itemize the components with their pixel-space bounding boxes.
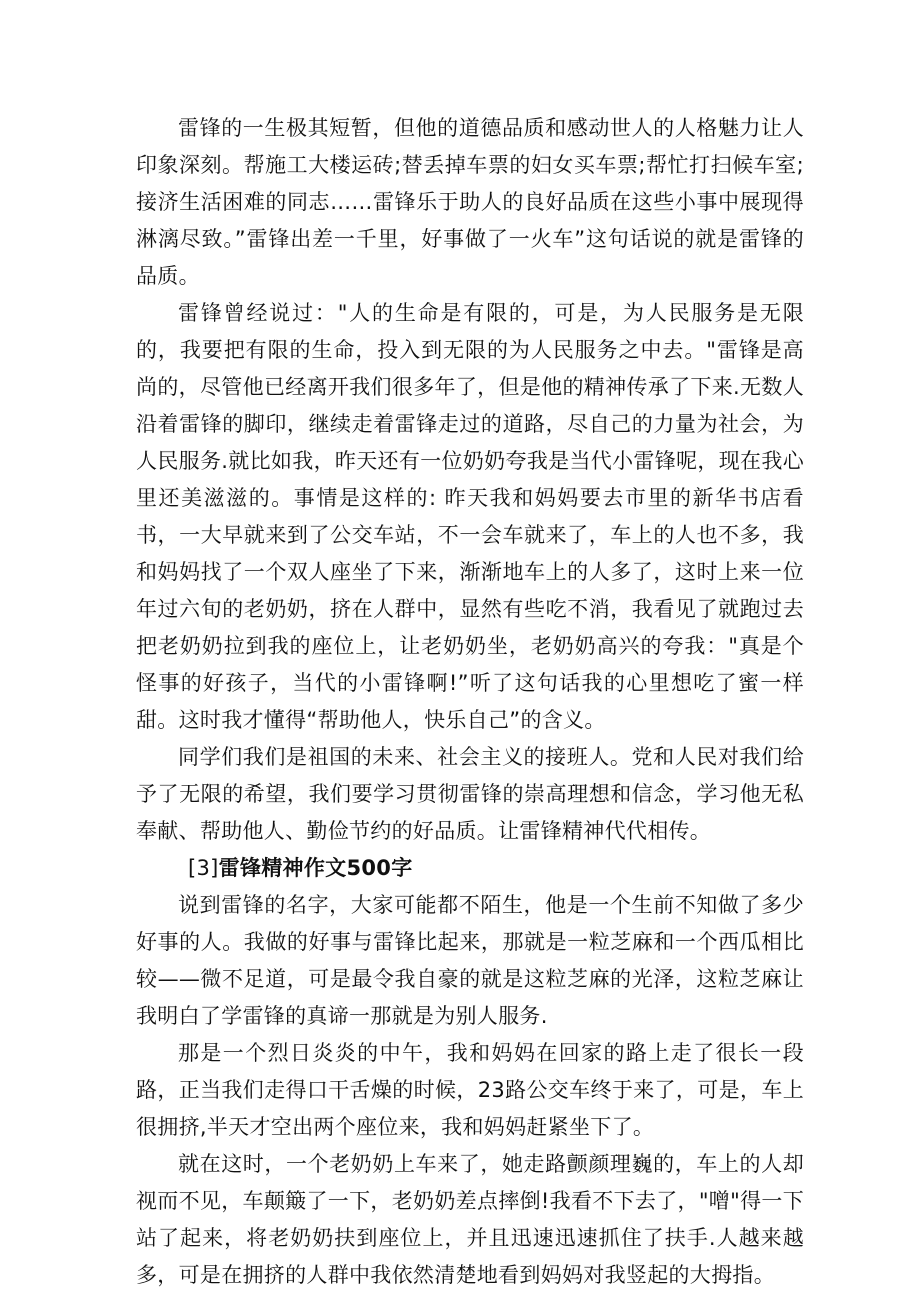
section-title: 雷锋精神作文500字 [218, 856, 413, 880]
paragraph-classmates: 同学们我们是祖国的未来、社会主义的接班人。党和人民对我们给予了无限的希望，我们要学习贯彻雷锋的崇高理想和信念，学习他无私奉献、帮助他人、勤俭节约的好品质。让雷锋精神代代相传。 [136, 745, 804, 843]
document-body [136, 110, 804, 1294]
section-number: [3] [188, 856, 219, 880]
paragraph-lei-feng-quote: 雷锋曾经说过："人的生命是有限的，可是，为人民服务是无限的，我要把有限的生命，投入到无限的为人民服务之中去。"雷锋是高尚的，尽管他已经离开我们很多年了，但是他的精神传承了下来.无数人沿着雷锋的脚印，继续走着雷锋走过的道路，尽自己的力量为社会，为人民服务.就比如我，昨天还有一位奶奶夸我是当代小雷锋呢，现在我心里还美滋滋的。事情是这样的: 昨天我和妈妈要去市里的新华书店看书，一大早就来到了公交车站，不一会车就来了，车上的人也不多，我和妈妈找了一个双人座坐了下来，渐渐地车上的人多了，这时上来一位年过六旬的老奶奶，挤在人群中，显然有些吃不消，我看见了就跑过去把老奶奶拉到我的座位上，让老奶奶坐，老奶奶高兴的夸我："真是个怪事的好孩子，当代的小雷锋啊!”听了这句话我的心里想吃了蜜一样甜。这时我才懂得“帮助他人，快乐自己”的含义。 [136, 301, 804, 732]
paragraph-good-deeds: 说到雷锋的名字，大家可能都不陌生，他是一个生前不知做了多少好事的人。我做的好事与雷锋比起来，那就是一粒芝麻和一个西瓜相比较——微不足道，可是最令我自豪的就是这粒芝麻的光泽，这粒芝麻让我明白了学雷锋的真谛一那就是为别人服务. [136, 893, 804, 1028]
section-heading [136, 850, 804, 887]
paragraph-lei-feng-life: 雷锋的一生极其短暂，但他的道德品质和感动世人的人格魅力让人印象深刻。帮施工大楼运砖;替丢掉车票的妇女买车票;帮忙打扫候车室;接济生活困难的同志……雷锋乐于助人的良好品质在这些小事中展现得淋漓尽致。”雷锋出差一千里，好事做了一火车”这句话说的就是雷锋的品质。 [136, 116, 804, 288]
paragraph-hot-noon: 那是一个烈日炎炎的中午，我和妈妈在回家的路上走了很长一段路，正当我们走得口干舌燥的时候，23路公交车终于来了，可是，车上很拥挤,半天才空出两个座位来，我和妈妈赶紧坐下了。 [136, 1041, 804, 1139]
paragraph-old-grandma: 就在这时，一个老奶奶上车来了，她走路颤颜理巍的，车上的人却视而不见，车颠簸了一下，老奶奶差点摔倒!我看不下去了，"噌"得一下站了起来，将老奶奶扶到座位上，并且迅速迅速抓住了扶手.人越来越多，可是在拥挤的人群中我依然清楚地看到妈妈对我竖起的大拇指。 [136, 1152, 804, 1287]
